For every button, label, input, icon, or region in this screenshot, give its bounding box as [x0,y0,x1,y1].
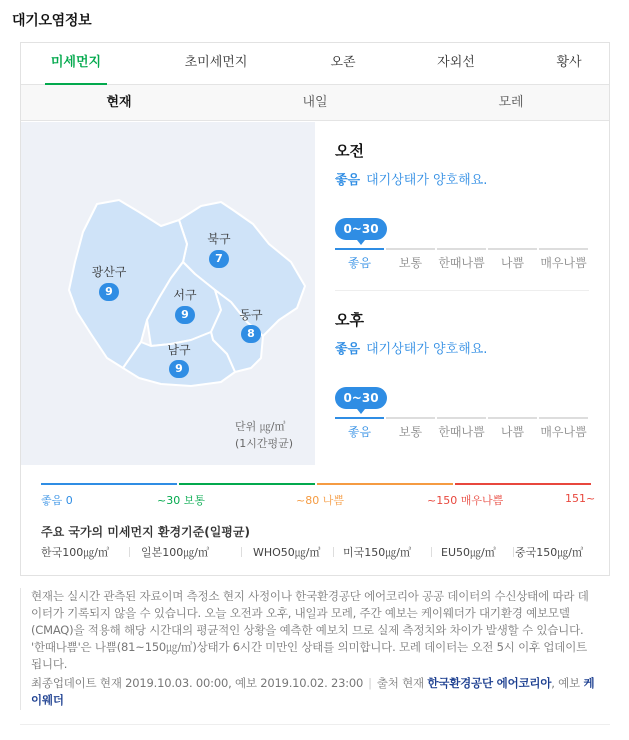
source-airkorea-link[interactable]: 한국환경공단 에어코리아 [427,676,552,690]
tab-ozone[interactable] [321,43,365,85]
district-value-bukgu: 7 [209,250,229,268]
source-kweather-link[interactable]: 케이웨더 [31,676,595,707]
tab-label: 오존 [330,55,356,70]
district-map [21,122,315,465]
map-unit: 단위 ㎍/㎥ [235,420,286,433]
page-title: 대기오염정보 [12,13,92,29]
standard-separator [129,547,130,557]
scale-level-normal: 보통 [386,248,435,276]
tab-day-after-tomorrow[interactable] [479,85,543,121]
scale-level-very-bad: 매우나쁨 [539,248,588,276]
district-label-gwangsangu: 광산구 [91,265,127,279]
scale-level-bad: 나쁨 [488,248,537,276]
forecast-pm-range-bubble: 0~30 [335,387,387,409]
district-label-seogu: 서구 [173,288,197,302]
tab-ultrafine-dust[interactable] [171,43,261,85]
forecast-divider [335,290,589,291]
district-value-namgu: 9 [169,360,189,378]
standard-china: 중국150㎍/㎥ [515,546,583,559]
tab-today[interactable] [87,85,151,121]
legend-bar-normal [179,483,315,485]
legend-label-max: 151~ [565,492,596,505]
map-unit-note: (1시간평균) [235,437,294,450]
legend-bar-good [41,483,177,485]
forecast-pm-title: 오후 [335,311,364,329]
scale-level-normal: 보통 [386,417,435,445]
scale-level-bad: 나쁨 [488,417,537,445]
district-value-donggu: 8 [241,325,261,343]
forecast-am-scale [335,248,591,276]
day-tabs [21,85,609,121]
notice-separator: | [368,676,372,690]
scale-level-briefly-bad: 한때나쁨 [437,248,486,276]
notice-updated: 최종업데이트 현재 2019.10.03. 00:00, 예보 2019.10.02. 23:00 [31,676,364,690]
standard-japan: 일본100㎍/㎥ [141,546,209,559]
tab-label: 황사 [556,55,582,70]
district-value-seogu: 9 [175,306,195,324]
standards-title: 주요 국가의 미세먼지 환경기준(일평균) [41,525,250,539]
district-value-gwangsangu: 9 [99,283,119,301]
subtab-label: 모레 [498,95,524,110]
standard-separator [513,547,514,557]
district-label-donggu: 동구 [239,308,263,322]
district-label-bukgu: 북구 [207,232,231,246]
forecast-pm-status [335,338,593,357]
standard-separator [431,547,432,557]
legend-label-very-bad: ~150 매우나쁨 [427,494,504,507]
forecast-am-description: 대기상태가 양호해요. [366,173,488,188]
standard-separator [333,547,334,557]
tab-label: 미세먼지 [50,55,102,70]
legend-label-normal: ~30 보통 [157,494,205,507]
forecast-am-grade: 좋음 [335,173,361,188]
standard-eu: EU50㎍/㎥ [441,546,496,559]
subtab-label: 현재 [106,95,132,110]
tab-tomorrow[interactable] [283,85,347,121]
notice-source-prefix: 출처 현재 [376,676,424,690]
standard-korea: 한국100㎍/㎥ [41,546,109,559]
notice-source-mid: , 예보 [551,676,580,690]
tab-fine-dust[interactable] [43,43,109,85]
forecast-pm [335,309,593,439]
forecast-pm-scale [335,417,591,445]
forecast-am-range-bubble: 0~30 [335,218,387,240]
forecast-panel [315,122,609,465]
air-quality-card [20,42,610,576]
notice-body: 현재는 실시간 관측된 자료이며 측정소 현지 사정이나 한국환경공단 에어코리아 공공 데이터의 수신상태에 따라 데이터가 기록되지 않을 수 있습니다. 오늘 오전과 오후, 내일과 모레, 주간 예보는 케이웨더가 대기환경 예보모델(CMAQ)을 적용해 해당 시간대의 평균적인 상황을 예측한 예보치 므로 실제 측정치와 차이가 발생할 수 있습니다. '한때나쁨'은 나쁨(81~150㎍/㎥)상태가 6시간 미만인 상태를 의미합니다. 모레 데이터는 오전 5시 이후 업데이트 됩니다. [31,589,589,671]
forecast-am [335,140,593,270]
district-label-namgu: 남구 [167,343,191,357]
notice-meta [31,675,597,709]
tab-label: 자외선 [437,55,475,70]
tab-uv[interactable] [423,43,489,85]
standard-usa: 미국150㎍/㎥ [343,546,411,559]
scale-level-good: 좋음 [335,248,384,276]
pollutant-tabs [21,43,609,85]
tab-label: 초미세먼지 [184,55,248,70]
scale-level-briefly-bad: 한때나쁨 [437,417,486,445]
subtab-label: 내일 [302,95,328,110]
forecast-pm-grade: 좋음 [335,342,361,357]
forecast-am-title: 오전 [335,142,364,160]
standard-separator [241,547,242,557]
bottom-divider [20,724,610,725]
scale-level-very-bad: 매우나쁨 [539,417,588,445]
forecast-pm-description: 대기상태가 양호해요. [366,342,488,357]
tab-yellow-dust[interactable] [547,43,591,85]
forecast-am-status [335,169,593,188]
legend-bar-bad [317,483,453,485]
legend-label-bad: ~80 나쁨 [296,494,344,507]
scale-level-good: 좋음 [335,417,384,445]
legend-bar-very-bad [455,483,591,485]
standard-who: WHO50㎍/㎥ [253,546,321,559]
data-notice [20,588,610,710]
legend-label-good: 좋음 0 [41,494,73,507]
